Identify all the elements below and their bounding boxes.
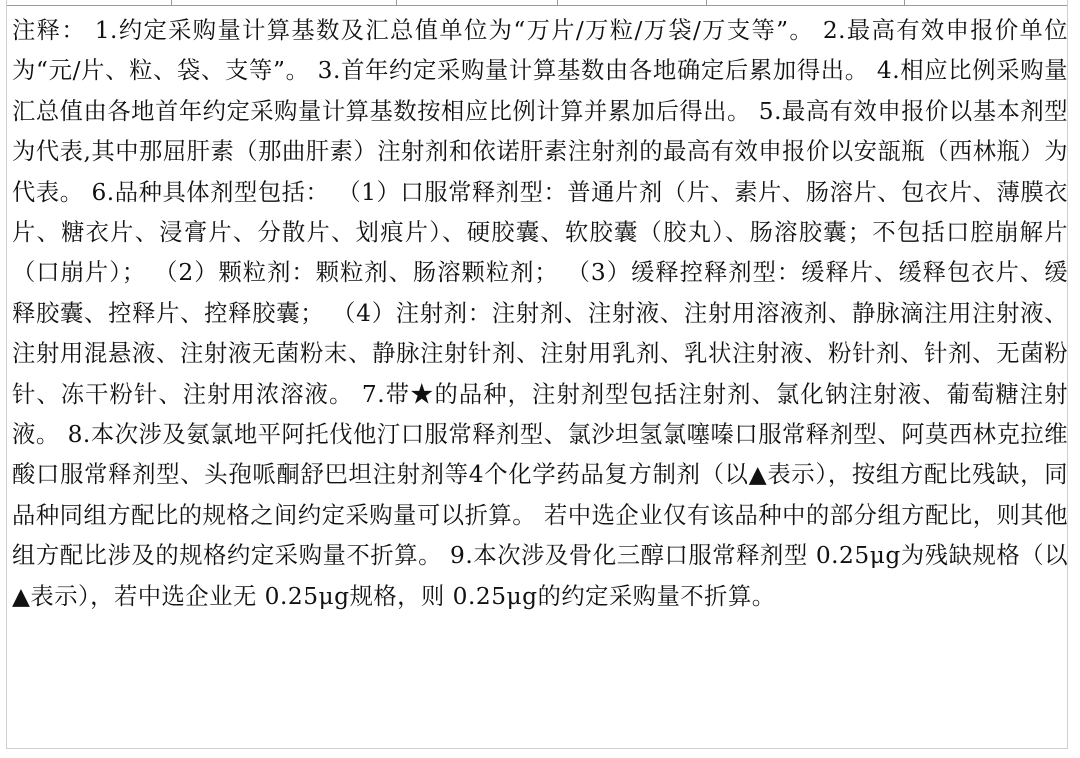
notes-paragraph: 注释： 1.约定采购量计算基数及汇总值单位为“万片/万粒/万袋/万支等”。 2.最高有效申报价单位为“元/片、粒、袋、支等”。 3.首年约定采购量计算基数由各地确定后累加得出。 4.相应比例采购量汇总值由各地首年约定采购量计算基数按相应比例计算并累加后得出。 5.最高有效申报价以基本剂型为代表,其中那屈肝素（那曲肝素）注射剂和依诺肝素注射剂的最高有效申报价以安瓿瓶（西林瓶）为代表。 6.品种具体剂型包括： （1）口服常释剂型：普通片剂（片、素片、肠溶片、包衣片、薄膜衣片、糖衣片、浸膏片、分散片、划痕片）、硬胶囊、软胶囊（胶丸）、肠溶胶囊；不包括口腔崩解片（口崩片）； （2）颗粒剂：颗粒剂、肠溶颗粒剂； （3）缓释控释剂型：缓释片、缓释包衣片、缓释胶囊、控释片、控释胶囊； （4）注射剂：注射剂、注射液、注射用溶液剂、静脉滴注用注射液、注射用混悬液、注射液无菌粉末、静脉注射针剂、注射用乳剂、乳状注射液、粉针剂、针剂、无菌粉针、冻干粉针、注射用浓溶液。 7.带★的品种，注射剂型包括注射剂、氯化钠注射液、葡萄糖注射液。 8.本次涉及氨氯地平阿托伐他汀口服常释剂型、氯沙坦氢氯噻嗪口服常释剂型、阿莫西林克拉维酸口服常释剂型、头孢哌酮舒巴坦注射剂等4个化学药品复方制剂（以▲表示），按组方配比残缺，同品种同组方配比的规格之间约定采购量可以折算。 若中选企业仅有该品种中的部分组方配比，则其他组方配比涉及的规格约定采购量不折算。 9.本次涉及骨化三醇口服常释剂型 0.25μg为残缺规格（以▲表示），若中选企业无 0.25μg规格，则 0.25μg的约定采购量不折算。 (12, 17, 1068, 610)
